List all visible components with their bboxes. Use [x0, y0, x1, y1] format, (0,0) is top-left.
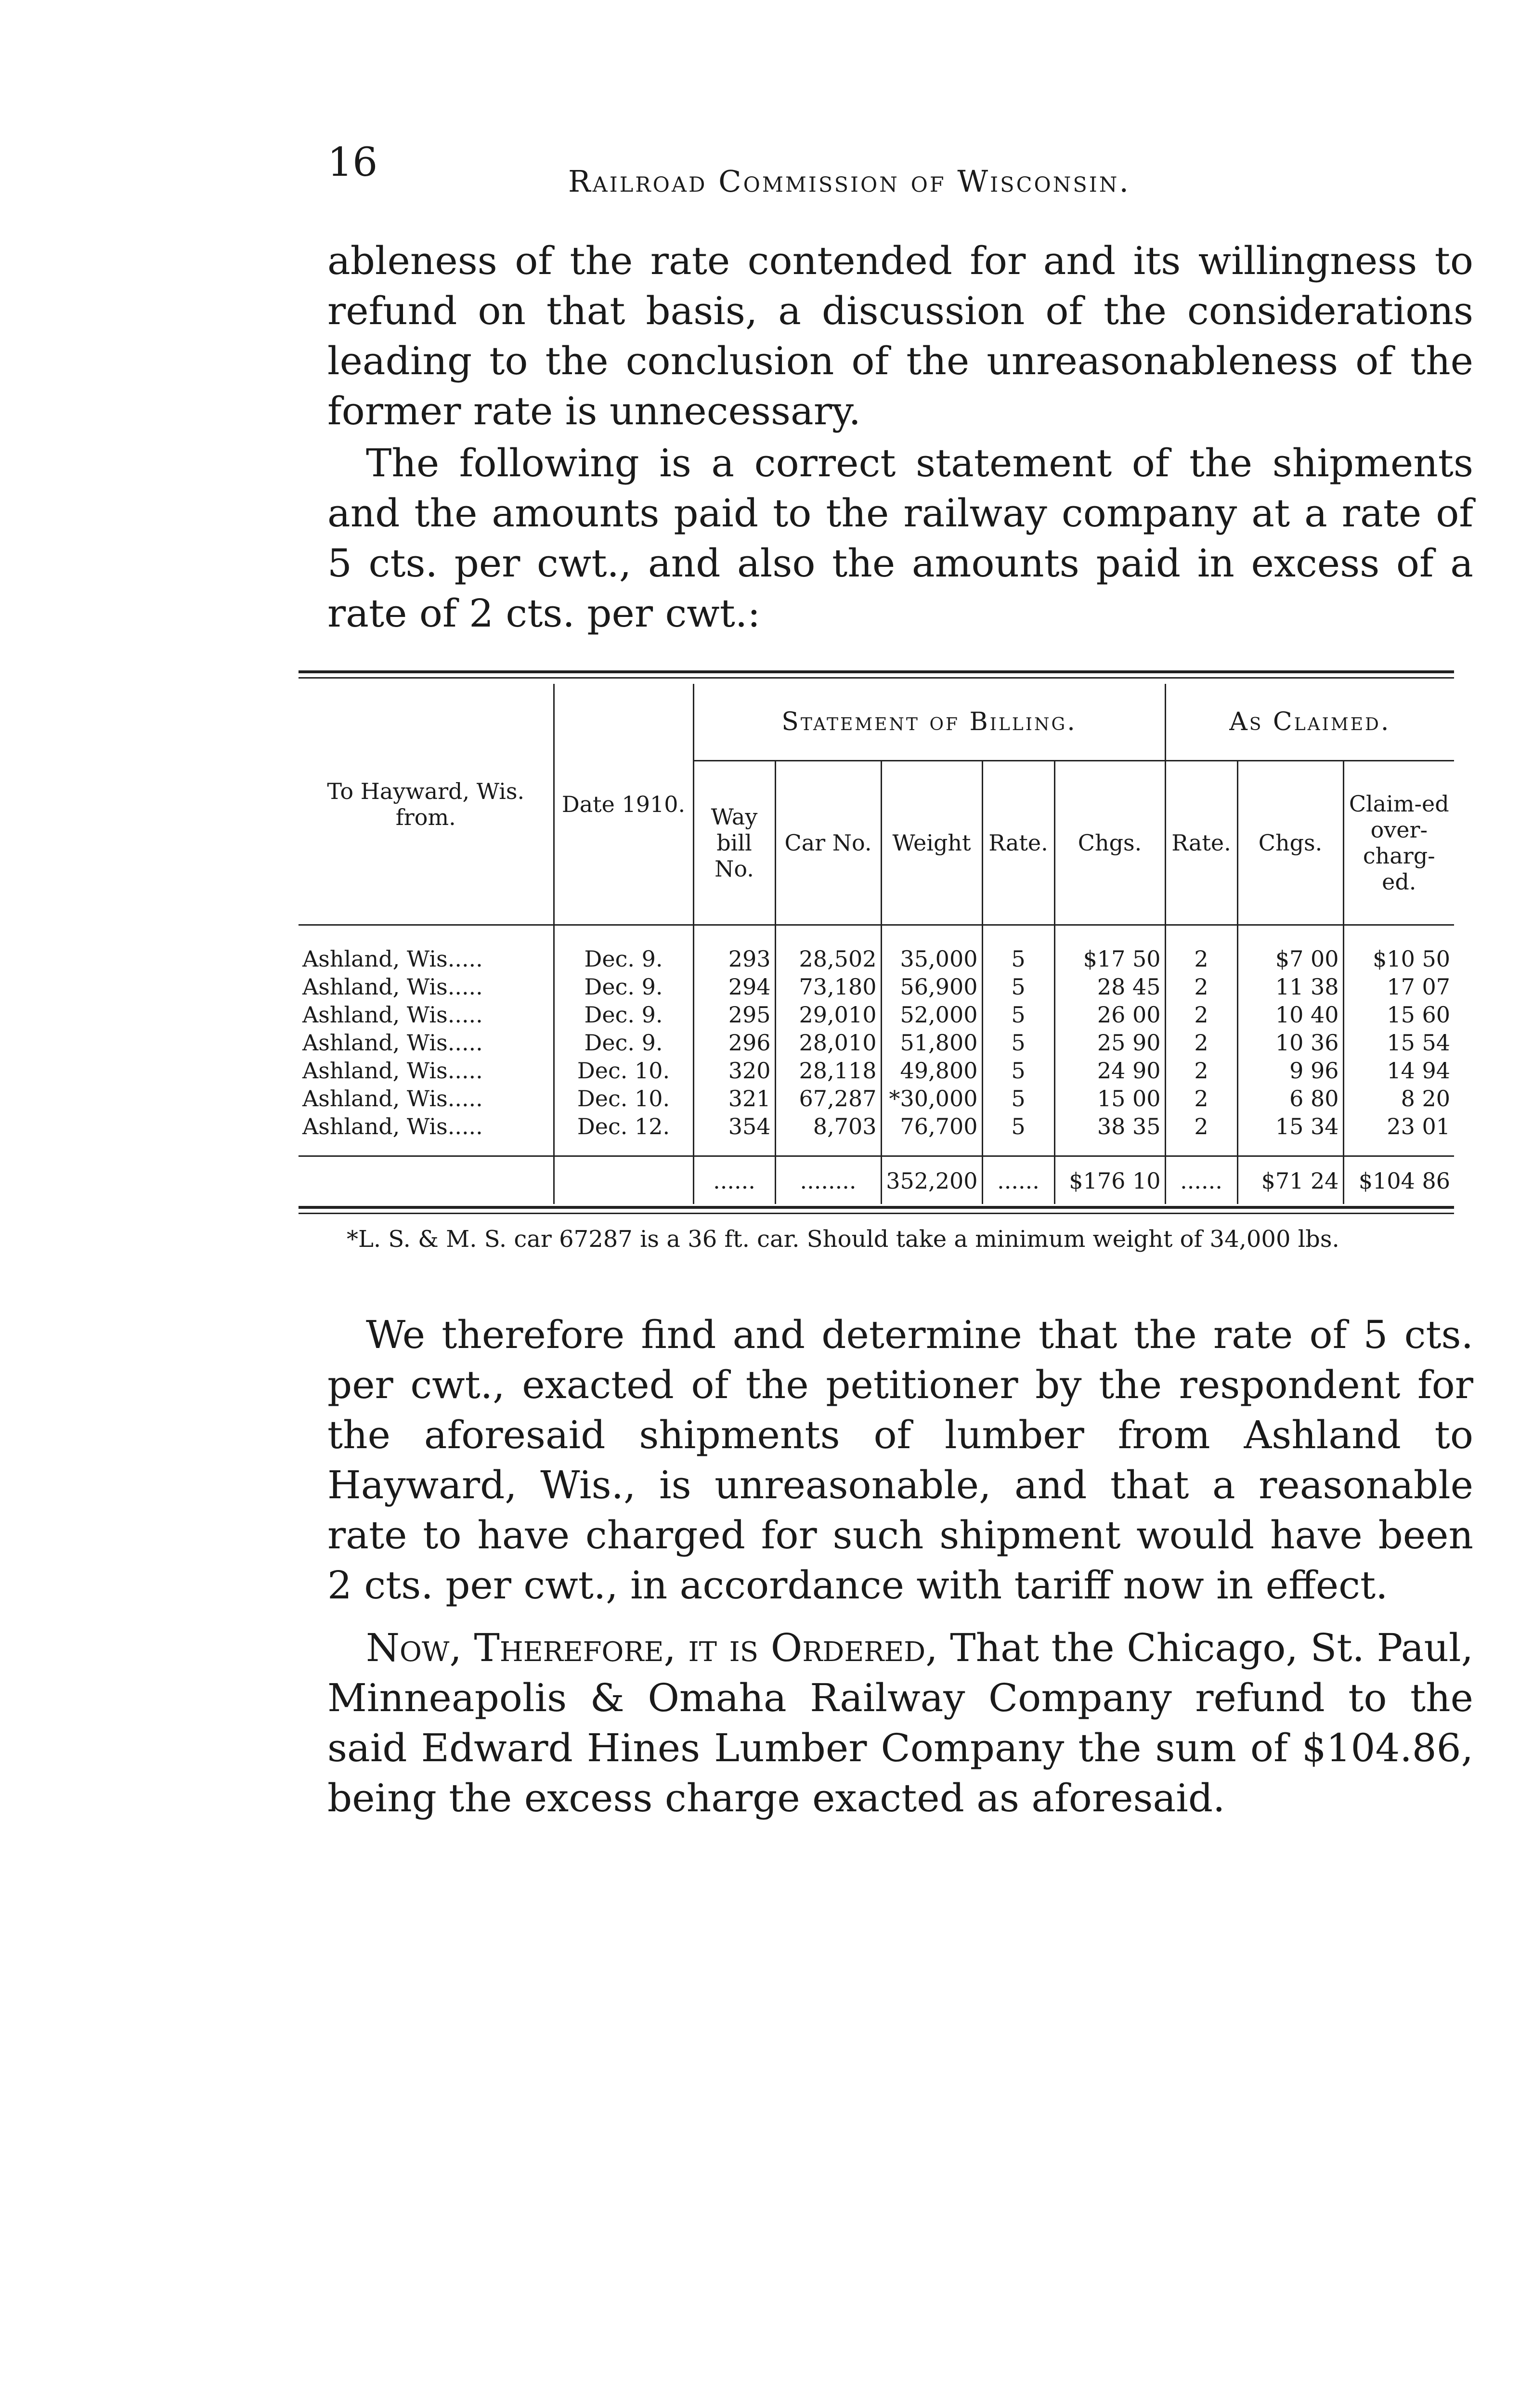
- table-bottom-rule: [299, 1206, 1454, 1209]
- col-header-from: To Hayward, Wis. from.: [299, 684, 554, 925]
- cell-total-rate: ......: [982, 1156, 1054, 1204]
- cell-total-date: [554, 1156, 693, 1204]
- table-total-row: [299, 1156, 1454, 1204]
- table-top-rule-thin: [299, 677, 1454, 679]
- col-header-date: Date 1910.: [554, 684, 693, 925]
- cell-overcharge-list: $10 50 17 07 15 60 15 54 14 94 8 20 23 01: [1373, 946, 1451, 1139]
- cell-claimed-chgs-list: $7 00 11 38 10 40 10 36 9 96 6 80 15 34: [1237, 925, 1343, 1156]
- cell-rate-list: 5 5 5 5 5 5 5: [982, 925, 1054, 1156]
- cell-car-list: 28,502 73,180 29,010 28,010 28,118 67,287 8,703: [775, 925, 881, 1156]
- page-number: 16: [327, 140, 378, 185]
- table-top-rule: [299, 670, 1454, 673]
- cell-waybill-list: 293 294 295 296 320 321 354: [693, 925, 775, 1156]
- col-header-claimed-chgs: Chgs.: [1237, 761, 1343, 925]
- cell-total-claimed-chgs: $71 24: [1237, 1156, 1343, 1204]
- cell-total-claimed-rate: ......: [1165, 1156, 1237, 1204]
- cell-from-list: Ashland, Wis..... Ashland, Wis..... Ashland, Wis..... Ashland, Wis..... Ashland, Wis..... Ashland, Wis..... Ashland, Wis.....: [299, 925, 554, 1156]
- group-header-claimed: As Claimed.: [1165, 684, 1454, 761]
- paragraph-continuation: ableness of the rate contended for and its willingness to refund on that basis, a discussion of the considerations leading to the conclusion of the unreasonableness of the former rate is unnecessary.: [327, 238, 1473, 433]
- running-title: Railroad Commission of Wisconsin.: [568, 164, 1131, 199]
- billing-table: [299, 684, 1454, 1204]
- col-header-rate: Rate.: [982, 761, 1054, 925]
- cell-chgs-list: $17 50 28 45 26 00 25 90 24 90 15 00 38 35: [1054, 925, 1165, 1156]
- cell-total-waybill: ......: [693, 1156, 775, 1204]
- cell-total-weight: 352,200: [881, 1156, 982, 1204]
- table-bottom-rule-thin: [299, 1213, 1454, 1214]
- table-row: [299, 925, 1454, 1156]
- cell-weight-list: 35,000 56,900 52,000 51,800 49,800 *30,000 76,700: [881, 925, 982, 1156]
- cell-total-overcharge: $104 86: [1343, 1156, 1454, 1204]
- col-header-claimed-rate: Rate.: [1165, 761, 1237, 925]
- page-header: [327, 140, 1473, 207]
- cell-total-car: ........: [775, 1156, 881, 1204]
- cell-date-list: Dec. 9. Dec. 9. Dec. 9. Dec. 9. Dec. 10. Dec. 10. Dec. 12.: [554, 925, 693, 1156]
- col-header-waybill: Way bill No.: [693, 761, 775, 925]
- paragraph-order: [327, 1623, 1473, 1823]
- col-header-car: Car No.: [775, 761, 881, 925]
- paragraph-finding: We therefore find and determine that the rate of 5 cts. per cwt., exacted of the petitioner by the respondent for the aforesaid shipments of lumber from Ashland to Hayward, Wis., is unreasonable, and that a reasonable rate to have charged for such shipment would have been 2 cts. per cwt., in accordance with tariff now in effect.: [327, 1312, 1473, 1608]
- cell-claimed-rate-list: 2 2 2 2 2 2 2: [1165, 925, 1237, 1156]
- table-footnote: *L. S. & M. S. car 67287 is a 36 ft. car. Should take a minimum weight of 34,000 lbs.: [347, 1226, 1339, 1253]
- col-header-overcharge: Claim-ed over-charg-ed.: [1343, 761, 1454, 925]
- col-header-weight: Weight: [881, 761, 982, 925]
- order-text: That the Chicago, St. Paul, Minneapolis & Omaha Railway Company refund to the said Edward Hines Lumber Company the sum of $104.86, being the excess charge exacted as aforesaid.: [327, 1625, 1474, 1820]
- cell-total-chgs: $176 10: [1054, 1156, 1165, 1204]
- col-header-chgs: Chgs.: [1054, 761, 1165, 925]
- paragraph-statement-intro: The following is a correct statement of the shipments and the amounts paid to the railway company at a rate of 5 cts. per cwt., and also the amounts paid in excess of a rate of 2 cts. per cwt.:: [327, 441, 1473, 636]
- order-lead: Now, Therefore, it is Ordered,: [366, 1625, 938, 1670]
- group-header-billing: Statement of Billing.: [693, 684, 1165, 761]
- cell-total-from: [299, 1156, 554, 1204]
